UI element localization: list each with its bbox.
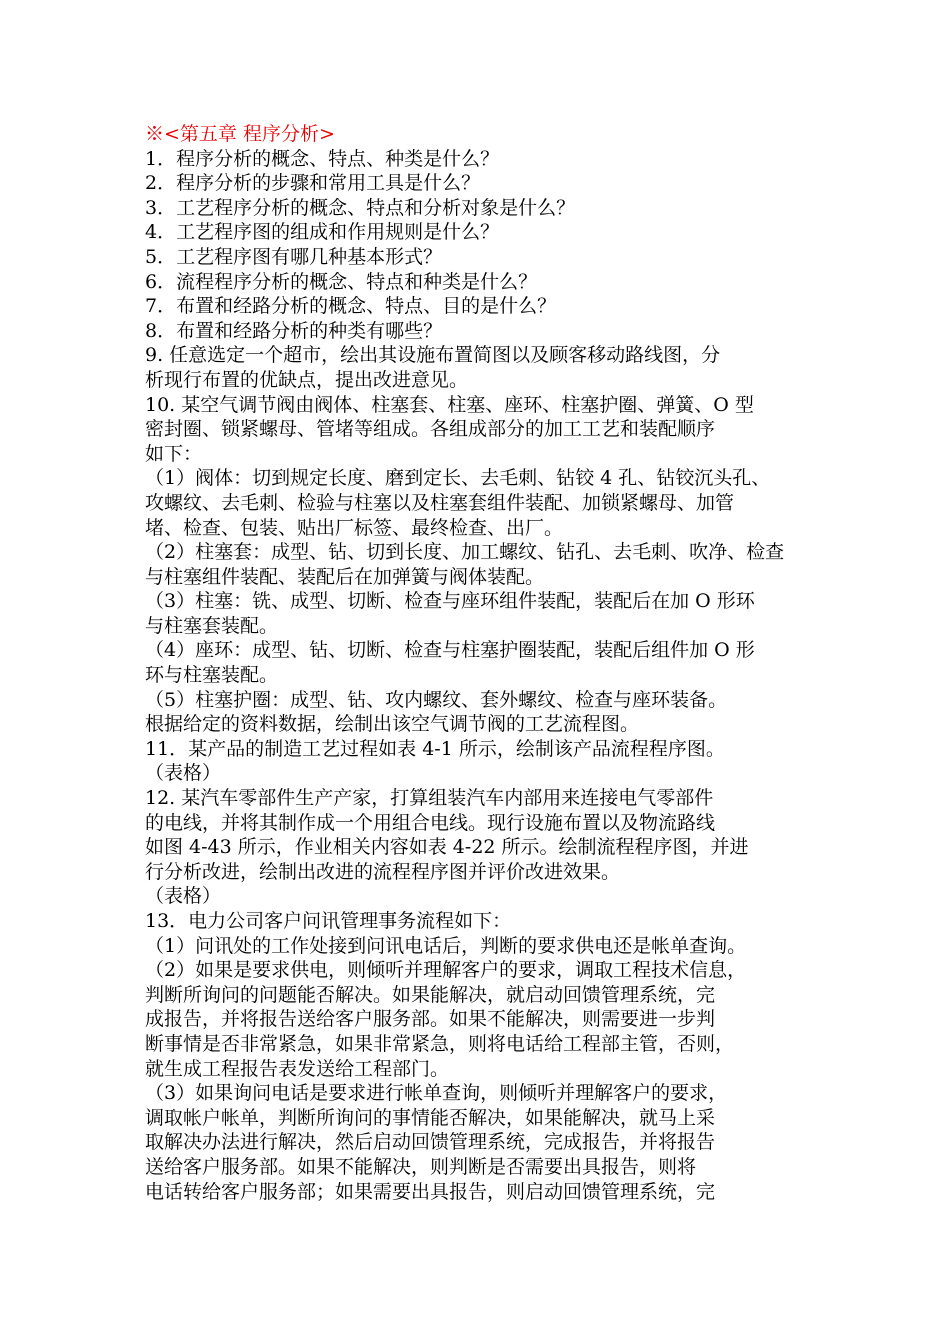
text-line: 2．程序分析的步骤和常用工具是什么？ [145,172,481,195]
text-line: （2）如果是要求供电，则倾听并理解客户的要求，调取工程技术信息， [145,959,747,982]
text-line: 10. 某空气调节阀由阀体、柱塞套、柱塞、座环、柱塞护圈、弹簧、O 型 [145,393,754,416]
text-line: 6．流程程序分析的概念、特点和种类是什么？ [145,270,538,293]
text-line: 4．工艺程序图的组成和作用规则是什么？ [145,221,500,244]
text-line: 8．布置和经路分析的种类有哪些？ [145,319,443,342]
text-line: （1）问讯处的工作处接到问讯电话后，判断的要求供电还是帐单查询。 [145,934,747,957]
text-line: 11．某产品的制造工艺过程如表 4-1 所示，绘制该产品流程程序图。 [145,737,725,760]
text-line: 断事情是否非常紧急，如果非常紧急，则将电话给工程部主管，否则， [145,1032,735,1055]
text-line: 12. 某汽车零部件生产产家，打算组装汽车内部用来连接电气零部件 [145,787,714,810]
text-line: 析现行布置的优缺点，提出改进意见。 [145,368,469,391]
text-line: 根据给定的资料数据，绘制出该空气调节阀的工艺流程图。 [145,713,640,736]
text-line: 成报告，并将报告送给客户服务部。如果不能解决，则需要进一步判 [145,1008,716,1031]
text-line: （1）阀体：切到规定长度、磨到定长、去毛刺、钻铰 4 孔、钻铰沉头孔、 [145,467,771,490]
text-line: 攻螺纹、去毛刺、检验与柱塞以及柱塞套组件装配、加锁紧螺母、加管 [145,491,735,514]
chapter-heading: ※<第五章 程序分析> [145,123,335,145]
text-line: （2）柱塞套：成型、钻、切到长度、加工螺纹、钻孔、去毛刺、吹净、检查 [145,541,785,564]
text-line: 密封圈、锁紧螺母、管堵等组成。各组成部分的加工工艺和装配顺序 [145,418,716,441]
text-line: 如下： [145,442,203,465]
text-line: 电话转给客户服务部；如果需要出具报告，则启动回馈管理系统，完 [145,1180,716,1203]
text-line: 5．工艺程序图有哪几种基本形式？ [145,245,443,268]
text-line: 7．布置和经路分析的概念、特点、目的是什么？ [145,295,557,318]
text-line: （表格） [145,885,222,908]
text-line: 行分析改进，绘制出改进的流程程序图并评价改进效果。 [145,860,621,883]
text-line: 堵、检查、包装、贴出厂标签、最终检查、出厂。 [145,516,564,539]
text-line: 的电线，并将其制作成一个用组合电线。现行设施布置以及物流路线 [145,811,716,834]
text-line: 3．工艺程序分析的概念、特点和分析对象是什么？ [145,196,576,219]
text-line: 与柱塞组件装配、装配后在加弹簧与阀体装配。 [145,565,545,588]
text-line: 与柱塞套装配。 [145,614,279,637]
text-line: （3）柱塞：铣、成型、切断、检查与座环组件装配，装配后在加 O 形环 [145,590,755,613]
text-line: 就生成工程报告表发送给工程部门。 [145,1057,450,1080]
text-line: （5）柱塞护圈：成型、钻、攻内螺纹、套外螺纹、检查与座环装备。 [145,688,728,711]
text-line: （3）如果询问电话是要求进行帐单查询，则倾听并理解客户的要求， [145,1082,728,1105]
text-line: 如图 4-43 所示，作业相关内容如表 4-22 所示。绘制流程程序图，并进 [145,836,749,859]
text-line: 13．电力公司客户问讯管理事务流程如下： [145,910,512,932]
text-line: （表格） [145,762,222,785]
text-line: 调取帐户帐单，判断所询问的事情能否解决，如果能解决，就马上采 [145,1106,716,1129]
text-line: 取解决办法进行解决，然后启动回馈管理系统，完成报告，并将报告 [145,1131,716,1154]
text-line: 1．程序分析的概念、特点、种类是什么？ [145,147,500,170]
text-line: （4）座环：成型、钻、切断、检查与柱塞护圈装配，装配后组件加 O 形 [145,639,755,662]
document-body [145,147,835,1205]
text-line: 9. 任意选定一个超市，绘出其设施布置简图以及顾客移动路线图，分 [145,344,721,367]
document-page [145,122,835,1204]
text-line: 送给客户服务部。如果不能解决，则判断是否需要出具报告，则将 [145,1155,697,1178]
text-line: 环与柱塞装配。 [145,664,279,687]
text-line: 判断所询问的问题能否解决。如果能解决，就启动回馈管理系统，完 [145,983,716,1006]
